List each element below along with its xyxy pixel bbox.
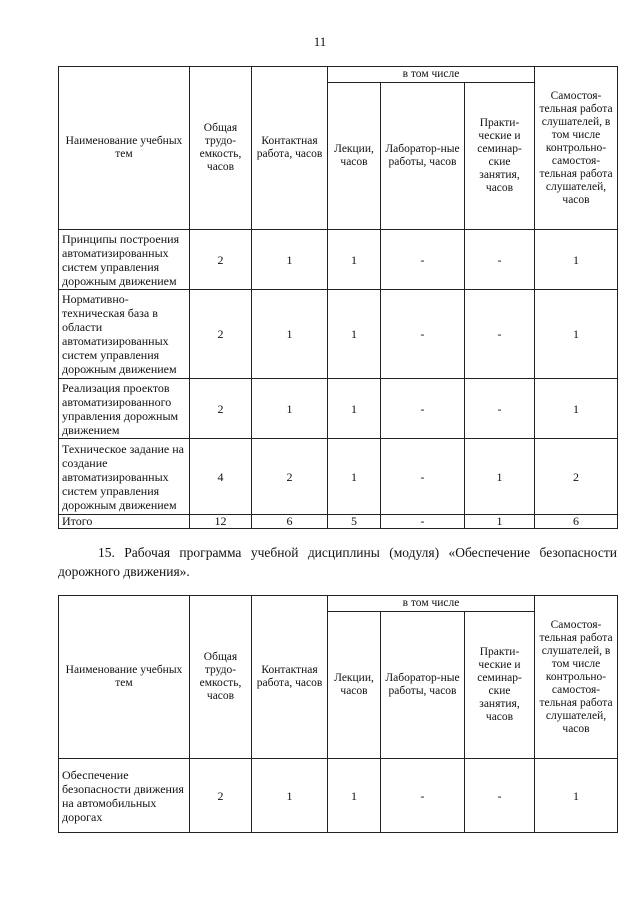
- lectures-cell: 1: [328, 439, 381, 515]
- header-practice: Практи-ческие и семинар-ские занятия, часов: [465, 83, 535, 230]
- practice-cell: -: [465, 379, 535, 439]
- self-study-cell: 2: [535, 439, 618, 515]
- header-including: в том числе: [328, 596, 535, 612]
- section-paragraph-text: 15. Рабочая программа учебной дисциплины (модуля) «Обеспечение безопасности дорожного движения».: [58, 545, 617, 579]
- contact-hours-cell: 1: [252, 290, 328, 379]
- header-contact-hours: Контактная работа, часов: [252, 67, 328, 230]
- practice-cell: 1: [465, 515, 535, 529]
- contact-hours-cell: 1: [252, 230, 328, 290]
- practice-cell: -: [465, 290, 535, 379]
- contact-hours-cell: 1: [252, 379, 328, 439]
- total-hours-cell: 2: [190, 759, 252, 833]
- topic-cell: Обеспечение безопасности движения на автомобильных дорогах: [59, 759, 190, 833]
- self-study-cell: 6: [535, 515, 618, 529]
- lectures-cell: 5: [328, 515, 381, 529]
- total-row: [59, 515, 618, 529]
- total-hours-cell: 4: [190, 439, 252, 515]
- total-hours-cell: 12: [190, 515, 252, 529]
- table-row: [59, 379, 618, 439]
- header-self-study: Самостоя-тельная работа слушателей, в том числе контрольно-самостоя-тельная работа слушателей, часов: [535, 596, 618, 759]
- table-row: [59, 759, 618, 833]
- total-label: Итого: [59, 515, 190, 529]
- table-row: [59, 230, 618, 290]
- labs-cell: -: [381, 379, 465, 439]
- header-total-hours: Общая трудо-емкость, часов: [190, 596, 252, 759]
- header-lectures: Лекции, часов: [328, 612, 381, 759]
- header-topic-name: Наименование учебных тем: [59, 67, 190, 230]
- topic-cell: Принципы построения автоматизированных систем управления дорожным движением: [59, 230, 190, 290]
- lectures-cell: 1: [328, 379, 381, 439]
- labs-cell: -: [381, 759, 465, 833]
- page-number: 11: [313, 34, 327, 49]
- labs-cell: -: [381, 439, 465, 515]
- contact-hours-cell: 6: [252, 515, 328, 529]
- practice-cell: -: [465, 230, 535, 290]
- topic-cell: Реализация проектов автоматизированного управления дорожным движением: [59, 379, 190, 439]
- total-hours-cell: 2: [190, 230, 252, 290]
- section-paragraph: [58, 543, 617, 581]
- self-study-cell: 1: [535, 290, 618, 379]
- practice-cell: -: [465, 759, 535, 833]
- lectures-cell: 1: [328, 759, 381, 833]
- table-row: [59, 439, 618, 515]
- labs-cell: -: [381, 515, 465, 529]
- header-total-hours: Общая трудо-емкость, часов: [190, 67, 252, 230]
- table-row: [59, 290, 618, 379]
- total-hours-cell: 2: [190, 379, 252, 439]
- self-study-cell: 1: [535, 759, 618, 833]
- header-contact-hours: Контактная работа, часов: [252, 596, 328, 759]
- lectures-cell: 1: [328, 230, 381, 290]
- contact-hours-cell: 1: [252, 759, 328, 833]
- header-topic-name: Наименование учебных тем: [59, 596, 190, 759]
- labs-cell: -: [381, 230, 465, 290]
- lectures-cell: 1: [328, 290, 381, 379]
- header-lectures: Лекции, часов: [328, 83, 381, 230]
- topic-cell: Нормативно-техническая база в области автоматизированных систем управления дорожным движением: [59, 290, 190, 379]
- self-study-cell: 1: [535, 230, 618, 290]
- header-practice: Практи-ческие и семинар-ские занятия, часов: [465, 612, 535, 759]
- total-hours-cell: 2: [190, 290, 252, 379]
- self-study-cell: 1: [535, 379, 618, 439]
- header-including: в том числе: [328, 67, 535, 83]
- header-labs: Лаборатор-ные работы, часов: [381, 612, 465, 759]
- curriculum-table-1: [58, 66, 618, 529]
- topic-cell: Техническое задание на создание автоматизированных систем управления дорожным движением: [59, 439, 190, 515]
- header-self-study: Самостоя-тельная работа слушателей, в том числе контрольно-самостоя-тельная работа слушателей, часов: [535, 67, 618, 230]
- contact-hours-cell: 2: [252, 439, 328, 515]
- header-labs: Лаборатор-ные работы, часов: [381, 83, 465, 230]
- practice-cell: 1: [465, 439, 535, 515]
- curriculum-table-2: [58, 595, 618, 833]
- labs-cell: -: [381, 290, 465, 379]
